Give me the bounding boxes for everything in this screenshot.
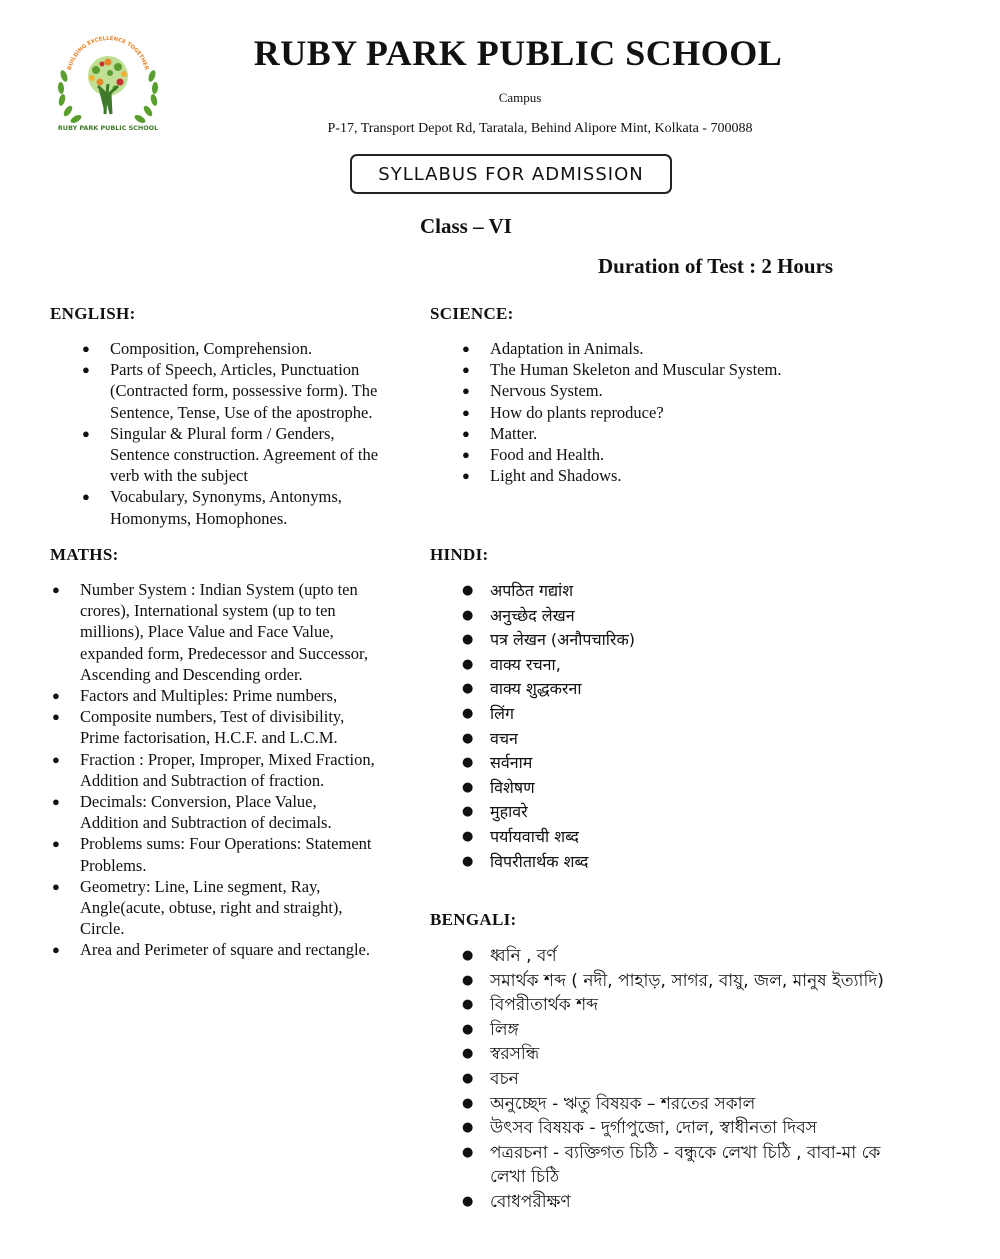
bullet-icon: ● [462, 779, 474, 795]
list-item: ● पर्यायवाची शब्द [460, 825, 860, 850]
list-item: ● Composition, Comprehension. [82, 339, 313, 358]
bullet-icon: ● [82, 489, 90, 505]
bullet-icon: ● [462, 404, 470, 420]
bullet-icon: ● [462, 447, 470, 463]
bullet-icon: ● [462, 997, 474, 1013]
syllabus-banner [350, 154, 672, 194]
list-item: ● Light and Shadows. [462, 466, 622, 486]
bullet-icon: ● [52, 709, 60, 725]
list-item: ● Nervous System. [462, 381, 603, 401]
list-item: ● वचन [460, 727, 860, 752]
list-item: ● Food and Health. [462, 445, 605, 465]
test-duration: Duration of Test : 2 Hours [598, 254, 834, 278]
bullet-icon: ● [462, 425, 470, 441]
bullet-icon: ● [52, 878, 60, 894]
bengali-list [460, 944, 960, 1215]
list-item: ● विपरीतार्थक शब्द [460, 850, 860, 875]
bullet-icon: ● [462, 1095, 474, 1111]
maths-list [50, 579, 420, 961]
bullet-icon: ● [462, 828, 474, 844]
bullet-icon: ● [462, 607, 474, 623]
bullet-icon: ● [462, 583, 474, 598]
bullet-icon: ● [462, 705, 474, 721]
list-item: ● Vocabulary, Synonyms, Antonyms, Homonyms, Homophones. [82, 487, 342, 528]
science-heading: SCIENCE: [430, 304, 514, 323]
bullet-icon: ● [462, 383, 470, 399]
school-address: P-17, Transport Depot Rd, Taratala, Behind Alipore Mint, Kolkata - 700088 [327, 121, 753, 136]
list-item: ● Decimals: Conversion, Place Value, Addition and Subtraction of decimals. [52, 792, 332, 833]
list-item: ● Adaptation in Animals. [462, 339, 644, 358]
bullet-icon: ● [462, 972, 474, 988]
list-item: ● सर्वनाम [460, 751, 860, 776]
list-item: ● বোধপরীক্ষণ [460, 1190, 960, 1215]
bullet-icon: ● [462, 681, 474, 697]
bengali-heading: BENGALI: [430, 910, 517, 929]
bullet-icon: ● [462, 1021, 474, 1037]
list-item: ● How do plants reproduce? [462, 402, 664, 422]
list-item: ● Area and Perimeter of square and rectangle. [52, 940, 370, 960]
bullet-icon: ● [82, 341, 90, 356]
bullet-icon: ● [462, 362, 470, 378]
bullet-icon: ● [82, 362, 90, 378]
list-item: ● অনুচ্ছেদ - ঋতু বিষয়ক – শরতের সকাল [460, 1092, 960, 1117]
campus-label: Campus [498, 90, 542, 105]
list-item: ● Fraction : Proper, Improper, Mixed Fraction, Addition and Subtraction of fraction. [52, 749, 375, 790]
list-item: ● Number System : Indian System (upto ten crores), International system (up to ten millions), Place Value and Face Value, expanded form, Predecessor and Successor, Ascending and Descending order. [52, 580, 368, 684]
list-item: ● वाक्य रचना, [460, 653, 860, 678]
bullet-icon: ● [462, 468, 470, 484]
bullet-icon: ● [462, 730, 474, 746]
bullet-icon: ● [462, 804, 474, 820]
bullet-icon: ● [52, 836, 60, 852]
bullet-icon: ● [52, 794, 60, 810]
bullet-icon: ● [52, 751, 60, 767]
list-item: ● अनुच्छेद लेखन [460, 604, 860, 629]
list-item: ● বিপরীতার্থক শব্দ [460, 993, 960, 1018]
list-item: ● উৎসব বিষয়ক - দুর্গাপুজো, দোল, স্বাধীনতা দিবস [460, 1116, 960, 1141]
bullet-icon: ● [462, 1120, 474, 1136]
list-item: ● Matter. [462, 423, 538, 443]
school-name: RUBY PARK PUBLIC SCHOOL [253, 33, 783, 73]
list-item: ● সমার্থক শব্দ ( নদী, পাহাড়, সাগর, বায়ু, জল, মানুষ ইত্যাদি) [460, 969, 960, 994]
list-item: ● পত্ররচনা - ব্যক্তিগত চিঠি - বন্ধুকে লেখা চিঠি , বাবা-মা কে লেখা চিঠি [462, 1142, 881, 1188]
bullet-icon: ● [82, 425, 90, 441]
hindi-heading: HINDI: [430, 545, 489, 564]
list-item: ● লিঙ্গ [460, 1018, 960, 1043]
list-item: ● Problems sums: Four Operations: Statement Problems. [52, 834, 372, 875]
english-list [80, 338, 420, 529]
logo-text: RUBY PARK PUBLIC SCHOOL [57, 124, 159, 132]
syllabus-banner-text: SYLLABUS FOR ADMISSION [378, 163, 644, 185]
bullet-icon: ● [52, 688, 60, 704]
list-item: ● विशेषण [460, 776, 860, 801]
bullet-icon: ● [462, 341, 470, 356]
list-item: ● Composite numbers, Test of divisibility, Prime factorisation, H.C.F. and L.C.M. [52, 707, 345, 748]
list-item: ● ধ্বনি , বর্ণ [460, 944, 960, 969]
list-item: ● लिंग [460, 702, 860, 727]
bullet-icon: ● [462, 755, 474, 771]
bullet-icon: ● [462, 948, 474, 963]
english-heading: ENGLISH: [50, 304, 136, 323]
list-item: ● पत्र लेखन (अनौपचारिक) [460, 628, 860, 653]
list-item: ● वाक्य शुद्धकरना [460, 677, 860, 702]
bullet-icon: ● [52, 942, 60, 958]
bullet-icon: ● [462, 632, 474, 648]
list-item: ● Singular & Plural form / Genders, Sentence construction. Agreement of the verb with the subject [82, 423, 379, 486]
bullet-icon: ● [462, 1193, 474, 1209]
list-item: ● Parts of Speech, Articles, Punctuation (Contracted form, possessive form). The Sentence, Tense, Use of the apostrophe. [82, 360, 378, 422]
list-item: ● বচন [460, 1067, 960, 1092]
hindi-list [460, 579, 860, 874]
bullet-icon: ● [52, 582, 60, 597]
maths-heading: MATHS: [50, 545, 119, 564]
logo-arc-text: BUILDING EXCELLENCE TOGETHER [66, 36, 150, 71]
bullet-icon: ● [462, 1144, 474, 1160]
bullet-icon: ● [462, 1046, 474, 1062]
bullet-icon: ● [462, 1070, 474, 1086]
bullet-icon: ● [462, 853, 474, 869]
bullet-icon: ● [462, 656, 474, 672]
list-item: ● স্বরসন্ধি [460, 1042, 960, 1067]
class-title: Class – VI [420, 214, 512, 238]
list-item: ● मुहावरे [460, 800, 860, 825]
list-item: ● अपठित गद्यांश [460, 579, 860, 604]
list-item: ● Geometry: Line, Line segment, Ray, Angle(acute, obtuse, right and straight), Circle. [52, 876, 343, 939]
science-list [460, 338, 840, 486]
list-item: ● Factors and Multiples: Prime numbers, [52, 686, 338, 706]
list-item: ● The Human Skeleton and Muscular System. [462, 360, 782, 380]
